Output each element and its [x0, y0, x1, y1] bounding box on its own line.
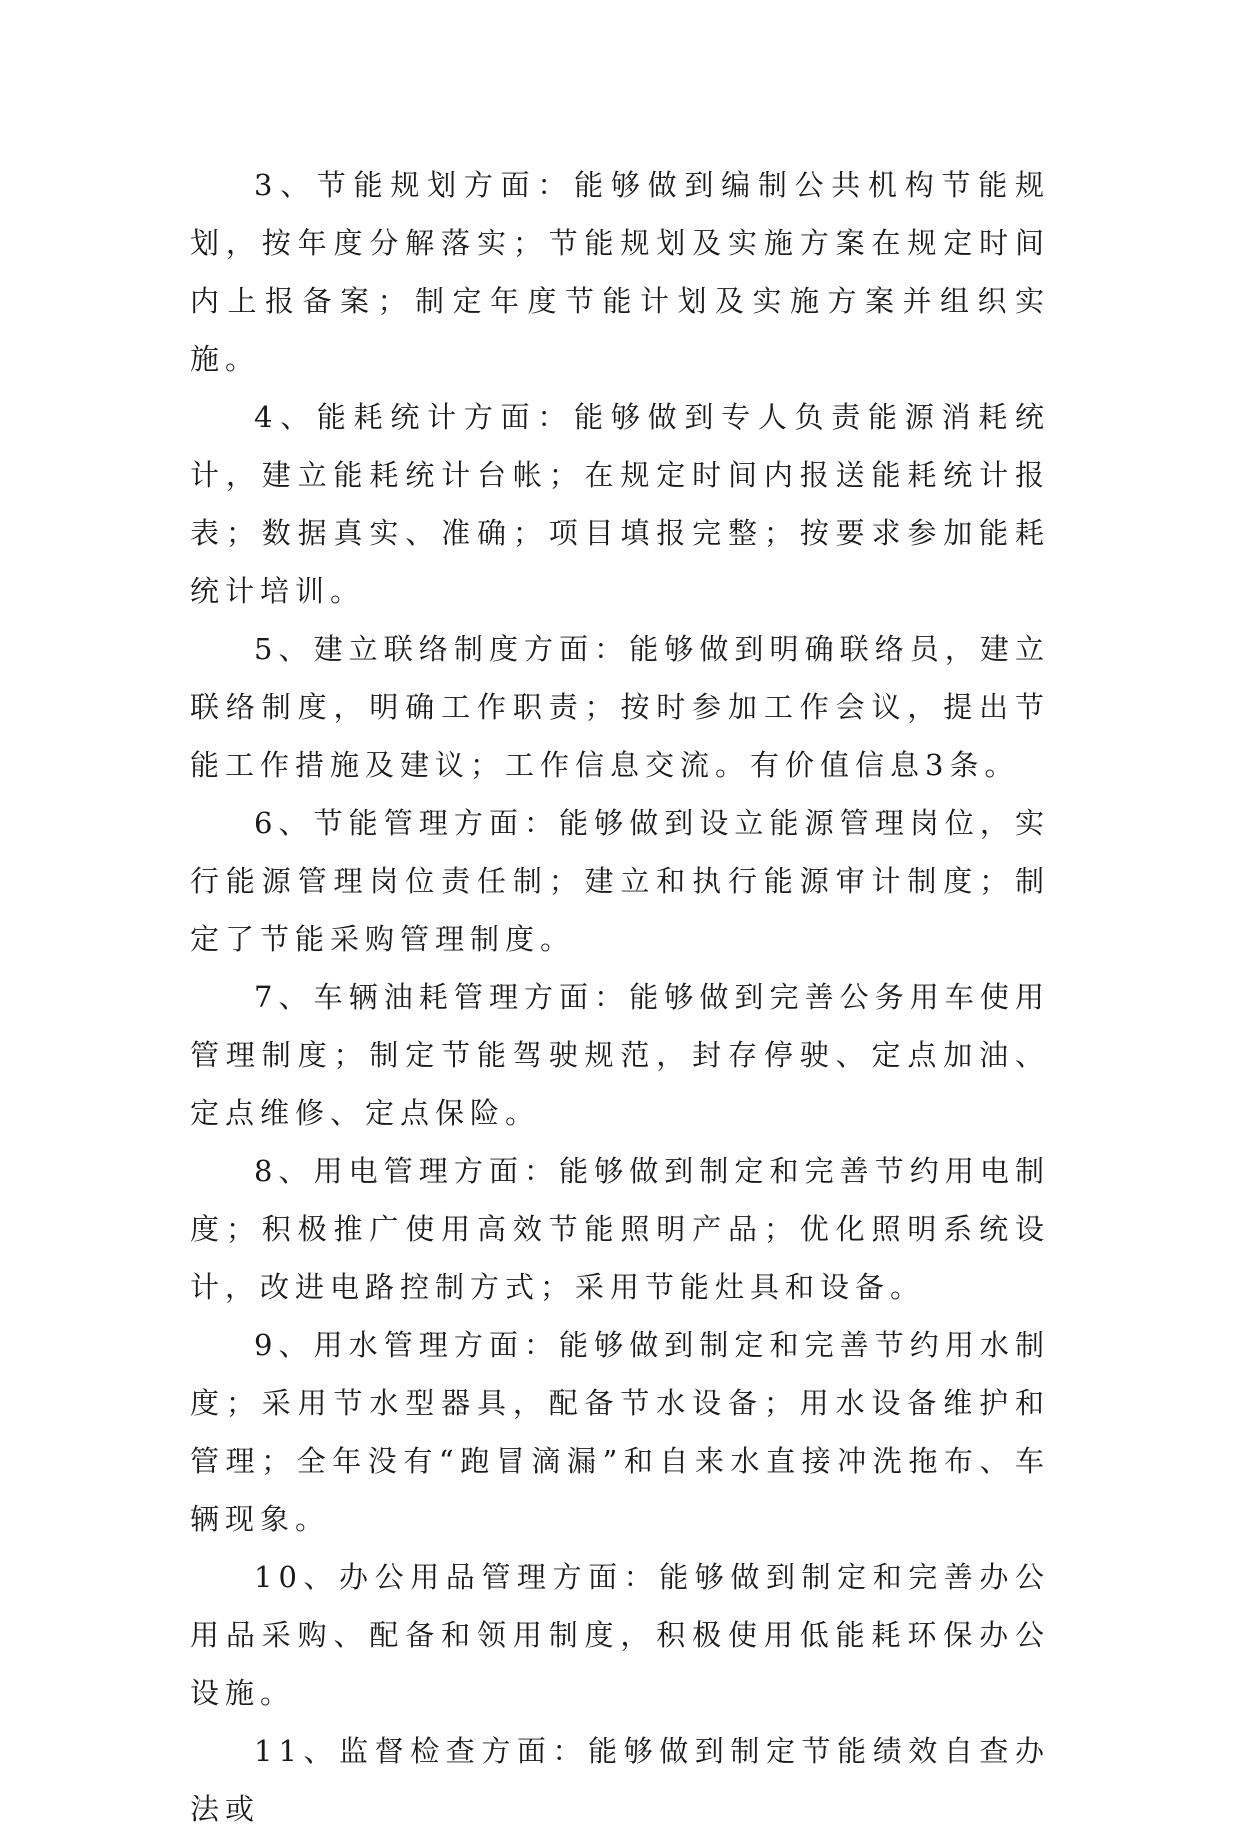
paragraph-energy-statistics: 4、能耗统计方面：能够做到专人负责能源消耗统计，建立能耗统计台帐；在规定时间内报送能耗统计报表；数据真实、准确；项目填报完整；按要求参加能耗统计培训。 — [190, 400, 1050, 608]
document-body — [190, 156, 1050, 1838]
paragraph-energy-management: 6、节能管理方面：能够做到设立能源管理岗位，实行能源管理岗位责任制；建立和执行能源审计制度；制定了节能采购管理制度。 — [190, 806, 1050, 956]
paragraph-supervision: 11、监督检查方面：能够做到制定节能绩效自查办法或 — [190, 1734, 1050, 1826]
paragraph-electricity: 8、用电管理方面：能够做到制定和完善节约用电制度；积极推广使用高效节能照明产品；优化照明系统设计，改进电路控制方式；采用节能灶具和设备。 — [190, 1154, 1050, 1304]
paragraph-vehicle-fuel: 7、车辆油耗管理方面：能够做到完善公务用车使用管理制度；制定节能驾驶规范，封存停驶、定点加油、定点维修、定点保险。 — [190, 980, 1050, 1130]
paragraph-planning: 3、节能规划方面：能够做到编制公共机构节能规划，按年度分解落实；节能规划及实施方案在规定时间内上报备案；制定年度节能计划及实施方案并组织实施。 — [190, 168, 1050, 376]
paragraph-office-supplies: 10、办公用品管理方面：能够做到制定和完善办公用品采购、配备和领用制度，积极使用低能耗环保办公设施。 — [190, 1560, 1050, 1710]
paragraph-liaison-system: 5、建立联络制度方面：能够做到明确联络员，建立联络制度，明确工作职责；按时参加工作会议，提出节能工作措施及建议；工作信息交流。有价值信息3条。 — [190, 632, 1050, 782]
paragraph-water: 9、用水管理方面：能够做到制定和完善节约用水制度；采用节水型器具，配备节水设备；用水设备维护和管理；全年没有“跑冒滴漏”和自来水直接冲洗拖布、车辆现象。 — [190, 1328, 1050, 1536]
